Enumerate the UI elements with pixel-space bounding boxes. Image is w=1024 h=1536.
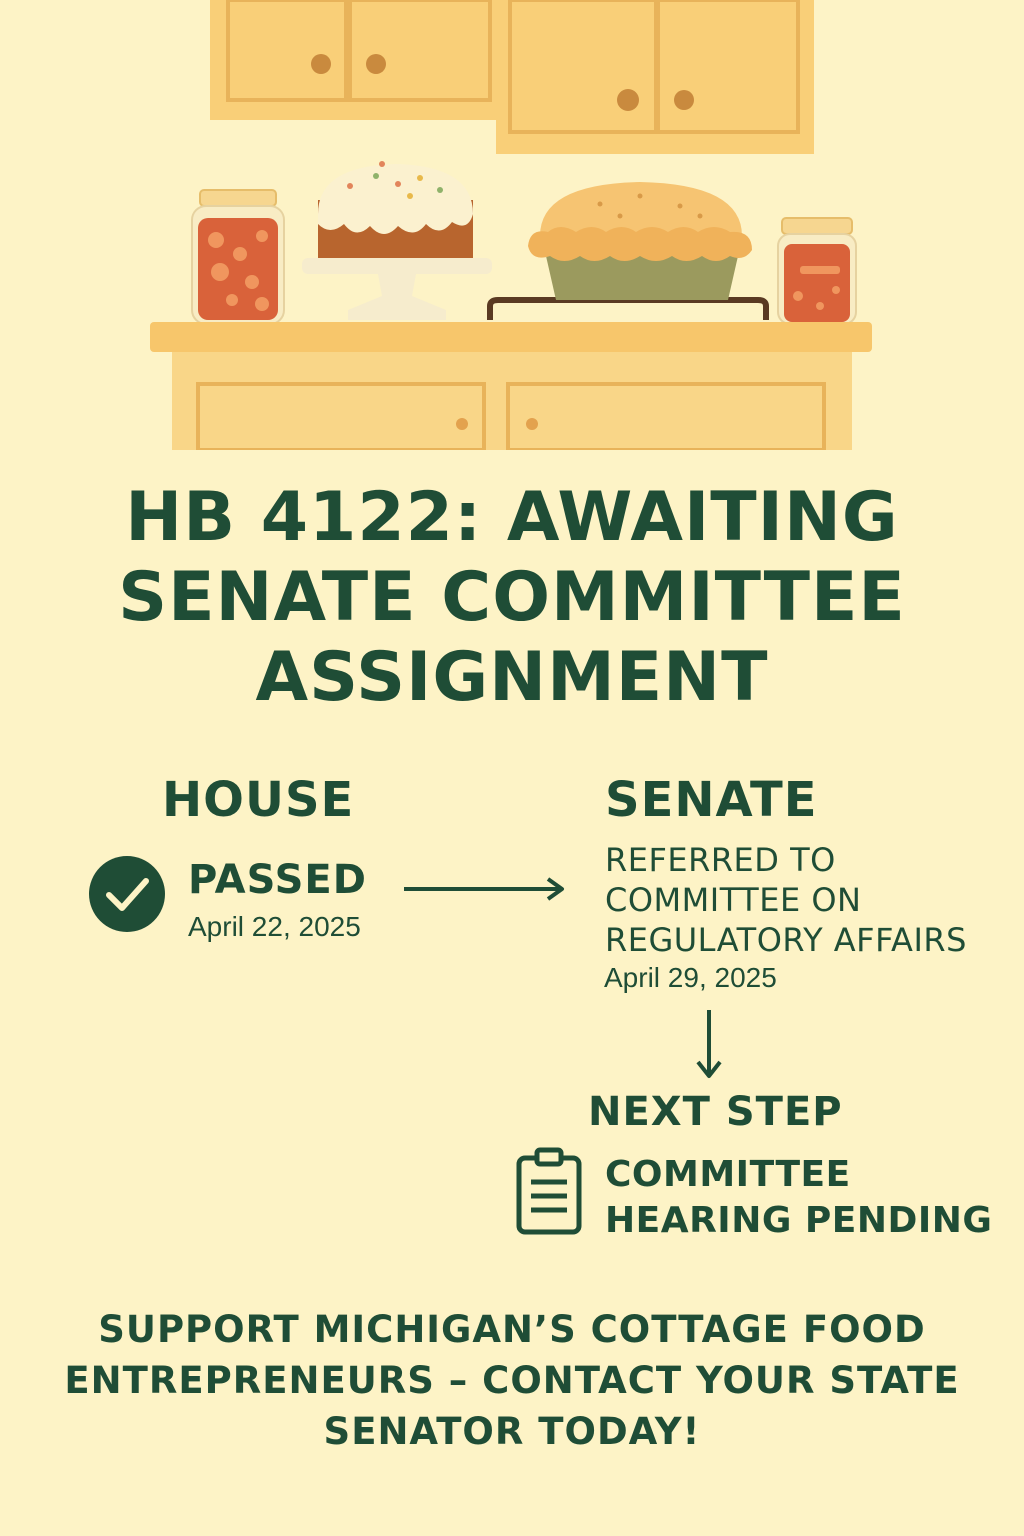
- next-step-status-line-1: COMMITTEE: [605, 1154, 851, 1195]
- next-step-heading: NEXT STEP: [588, 1089, 843, 1135]
- next-step-status: [605, 1152, 992, 1244]
- cta-line-3: SENATOR TODAY!: [323, 1410, 701, 1453]
- senate-heading: SENATE: [605, 772, 818, 828]
- pie: [490, 182, 766, 320]
- arrow-right-icon: [402, 877, 567, 901]
- title-line-2: SENATE COMMITTEE: [118, 558, 906, 637]
- senate-date: April 29, 2025: [604, 962, 777, 993]
- senate-status: [605, 840, 967, 960]
- title-line-3: ASSIGNMENT: [255, 638, 769, 717]
- arrow-down-icon: [694, 1008, 724, 1080]
- senate-status-line-3: REGULATORY AFFAIRS: [605, 921, 967, 959]
- cta-line-2: ENTREPRENEURS – CONTACT YOUR STATE: [64, 1359, 960, 1402]
- house-heading: HOUSE: [162, 772, 355, 828]
- page-title: [40, 478, 984, 718]
- call-to-action: [40, 1304, 984, 1457]
- jam-jar-left: [192, 190, 284, 324]
- check-circle-icon: [87, 854, 167, 934]
- house-date: April 22, 2025: [188, 911, 361, 942]
- senate-status-line-1: REFERRED TO: [605, 841, 836, 879]
- title-line-1: HB 4122: AWAITING: [125, 478, 899, 557]
- cake-stand: [302, 161, 492, 320]
- kitchen-illustration: [0, 0, 1024, 450]
- kitchen-counter: [150, 322, 872, 450]
- cta-line-1: SUPPORT MICHIGAN’S COTTAGE FOOD: [98, 1308, 926, 1351]
- jam-jar-right: [778, 218, 856, 324]
- senate-status-line-2: COMMITTEE ON: [605, 881, 862, 919]
- next-step-status-line-2: HEARING PENDING: [605, 1200, 993, 1241]
- house-status: PASSED: [188, 857, 367, 903]
- upper-cabinets: [210, 0, 814, 154]
- clipboard-icon: [515, 1146, 583, 1236]
